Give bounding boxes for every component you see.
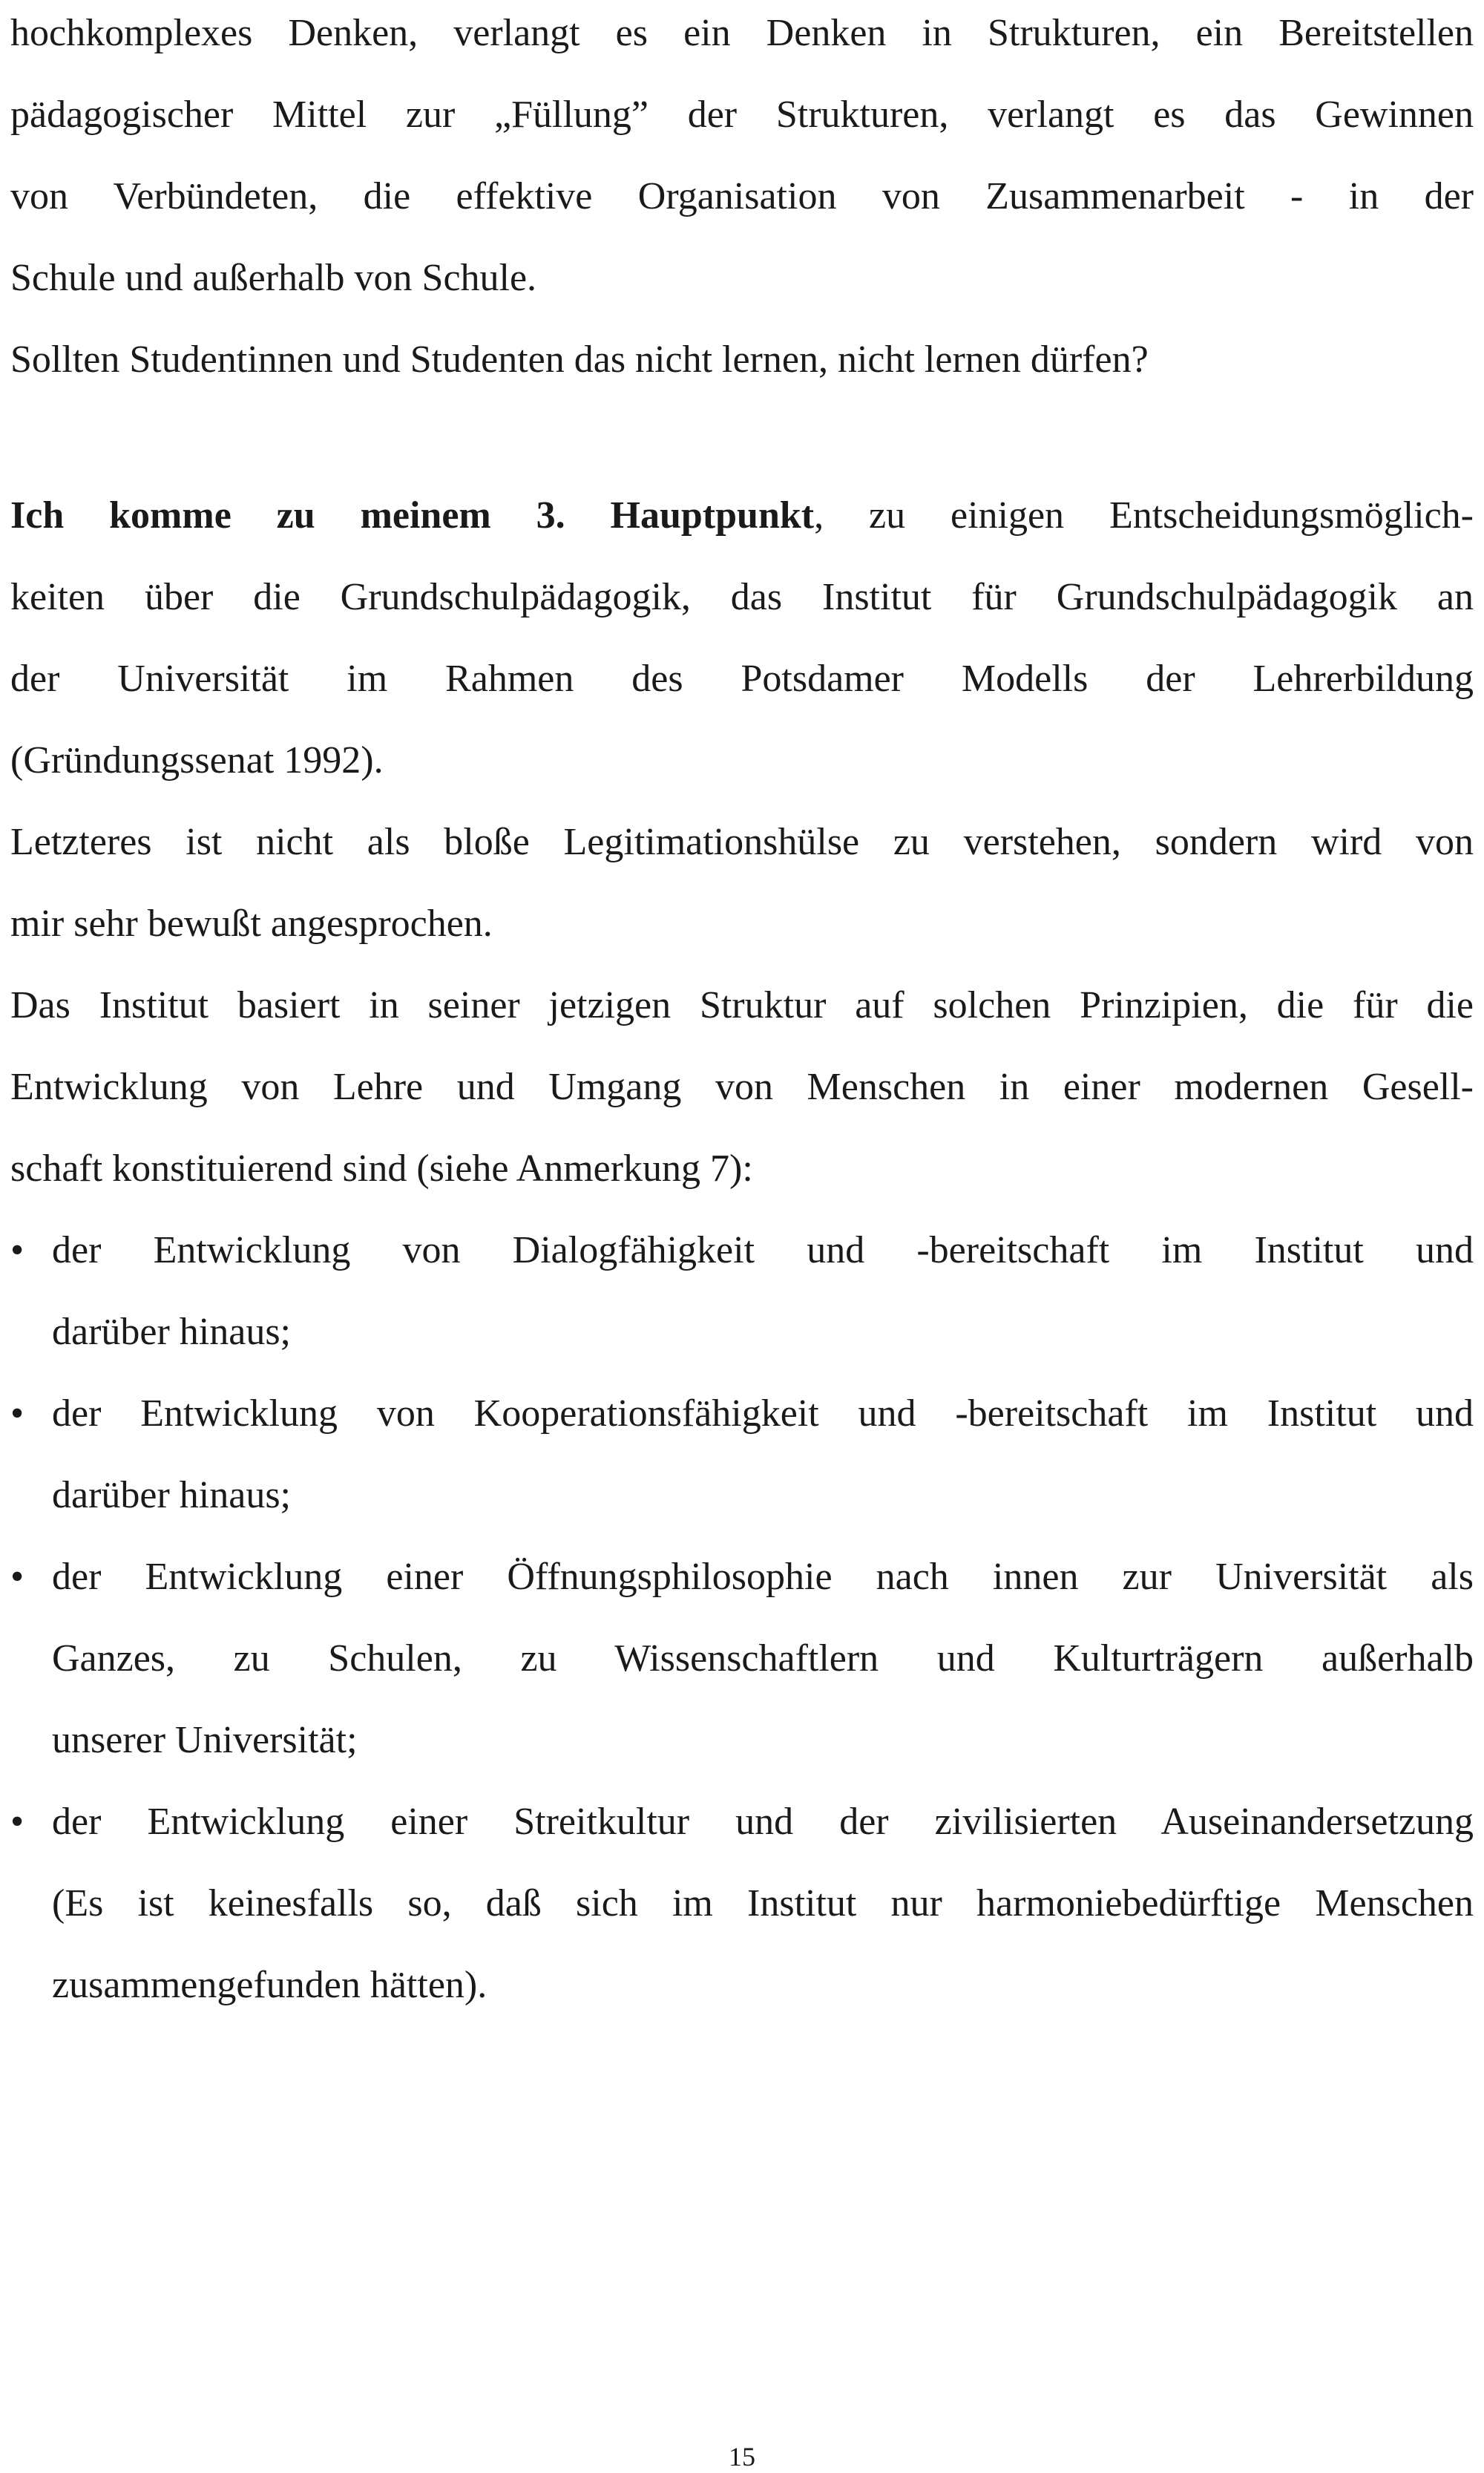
section-heading: Ich komme zu meinem 3. Hauptpunkt xyxy=(10,494,815,537)
list-item-text: der Entwicklung einer Streitkultur und der zivilisierten Auseinandersetzung xyxy=(52,1801,1474,1843)
list-item-text: der Entwicklung von Dialogfähigkeit und -bereitschaft im Institut und xyxy=(52,1229,1474,1271)
list-item-text: Ganzes, zu Schulen, zu Wissenschaftlern und Kulturträgern außerhalb xyxy=(52,1637,1474,1680)
page-number: 15 xyxy=(729,2442,755,2472)
text-line: Entwicklung von Lehre und Umgang von Menschen in einer modernen Gesell- xyxy=(10,1066,1474,1108)
list-item xyxy=(10,1373,1474,1455)
bullet-icon: • xyxy=(10,1801,24,1843)
list-item-text: (Es ist keinesfalls so, daß sich im Institut nur harmoniebedürftige Menschen xyxy=(52,1882,1474,1925)
bullet-icon: • xyxy=(10,1229,24,1271)
list-item-text: der Entwicklung einer Öffnungsphilosophie nach innen zur Universität als xyxy=(52,1556,1474,1598)
text-line: mir sehr bewußt angesprochen. xyxy=(10,903,493,945)
text-line: schaft konstituierend sind (siehe Anmerkung 7): xyxy=(10,1147,753,1190)
list-item-text: unserer Universität; xyxy=(52,1719,358,1761)
text-line: (Gründungssenat 1992). xyxy=(10,739,384,782)
list-item xyxy=(10,1210,1474,1291)
text-line: Letzteres ist nicht als bloße Legitimationshülse zu verstehen, sondern wird von xyxy=(10,821,1474,863)
list-item-text: darüber hinaus; xyxy=(52,1474,292,1516)
list-item-text: zusammengefunden hätten). xyxy=(52,1964,487,2006)
bullet-icon: • xyxy=(10,1556,24,1598)
text-line: der Universität im Rahmen des Potsdamer Modells der Lehrerbildung xyxy=(10,658,1474,700)
text-line: Das Institut basiert in seiner jetzigen Struktur auf solchen Prinzipien, die für die xyxy=(10,984,1474,1026)
list-item xyxy=(10,1781,1474,1863)
text-line: Sollten Studentinnen und Studenten das nicht lernen, nicht lernen dürfen? xyxy=(10,338,1149,381)
text-line: pädagogischer Mittel zur „Füllung” der Strukturen, verlangt es das Gewinnen xyxy=(10,94,1474,136)
list-item xyxy=(10,1536,1474,1618)
section-heading-line xyxy=(10,475,1474,557)
text-line: keiten über die Grundschulpädagogik, das Institut für Grundschulpädagogik an xyxy=(10,576,1474,618)
bullet-icon: • xyxy=(10,1392,24,1435)
text-line: Schule und außerhalb von Schule. xyxy=(10,257,537,299)
list-item-text: darüber hinaus; xyxy=(52,1311,292,1353)
text-line: , zu einigen Entscheidungsmöglich- xyxy=(814,494,1474,537)
list-item-text: der Entwicklung von Kooperationsfähigkeit und -bereitschaft im Institut und xyxy=(52,1392,1474,1435)
text-line: hochkomplexes Denken, verlangt es ein Denken in Strukturen, ein Bereitstellen xyxy=(10,12,1474,54)
text-line: von Verbündeten, die effektive Organisation von Zusammenarbeit - in der xyxy=(10,175,1474,217)
